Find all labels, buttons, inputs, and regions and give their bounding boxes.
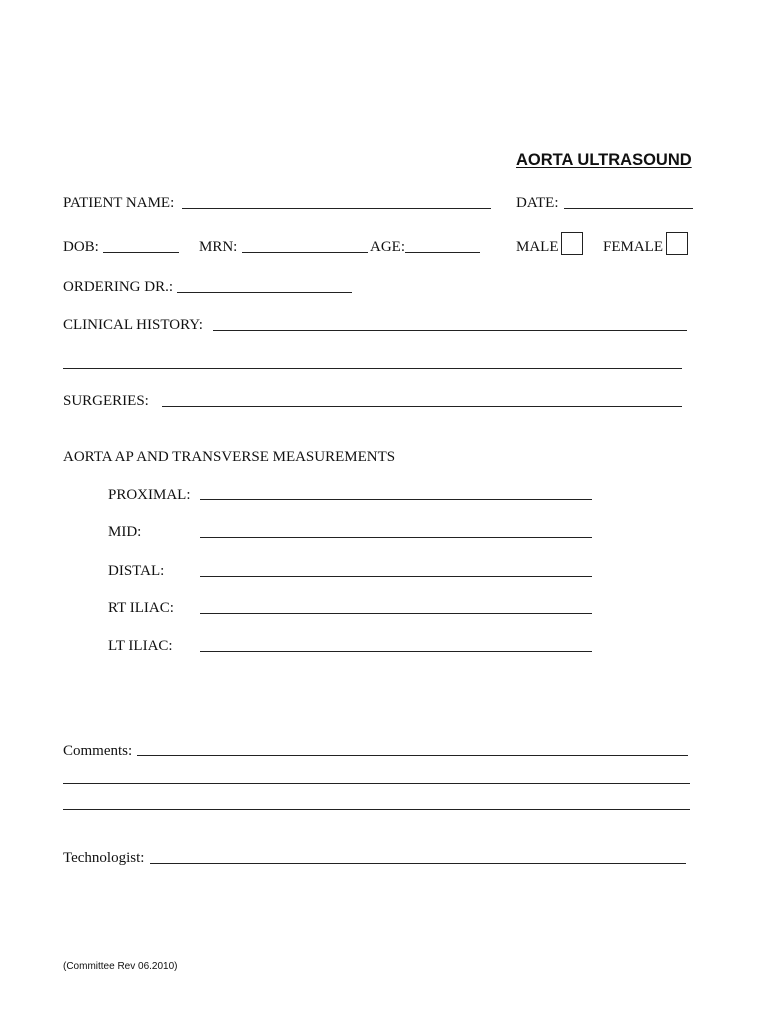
rt-iliac-field[interactable] — [200, 613, 592, 614]
female-checkbox[interactable] — [666, 232, 688, 255]
clinical-history-field[interactable] — [213, 330, 687, 331]
form-title: AORTA ULTRASOUND — [516, 151, 692, 169]
rt-iliac-label: RT ILIAC: — [108, 600, 174, 616]
revision-footer: (Committee Rev 06.2010) — [63, 961, 178, 972]
lt-iliac-field[interactable] — [200, 651, 592, 652]
date-label: DATE: — [516, 195, 559, 211]
surgeries-field[interactable] — [162, 406, 682, 407]
age-label: AGE: — [370, 239, 405, 255]
technologist-field[interactable] — [150, 863, 686, 864]
proximal-label: PROXIMAL: — [108, 487, 191, 503]
patient-name-field[interactable] — [182, 208, 491, 209]
date-field[interactable] — [564, 208, 693, 209]
ordering-dr-field[interactable] — [177, 292, 352, 293]
distal-label: DISTAL: — [108, 563, 165, 579]
age-field[interactable] — [405, 252, 480, 253]
patient-name-label: PATIENT NAME: — [63, 195, 175, 211]
clinical-history-field-line-2[interactable] — [63, 368, 682, 369]
mrn-label: MRN: — [199, 239, 238, 255]
comments-field-line-3[interactable] — [63, 809, 690, 810]
male-checkbox[interactable] — [561, 232, 583, 255]
comments-field[interactable] — [137, 755, 688, 756]
clinical-history-label: CLINICAL HISTORY: — [63, 317, 203, 333]
male-label: MALE — [516, 239, 559, 255]
female-label: FEMALE — [603, 239, 663, 255]
lt-iliac-label: LT ILIAC: — [108, 638, 173, 654]
distal-field[interactable] — [200, 576, 592, 577]
mid-field[interactable] — [200, 537, 592, 538]
comments-field-line-2[interactable] — [63, 783, 690, 784]
ordering-dr-label: ORDERING DR.: — [63, 279, 174, 295]
mid-label: MID: — [108, 524, 142, 540]
proximal-field[interactable] — [200, 499, 592, 500]
mrn-field[interactable] — [242, 252, 368, 253]
dob-field[interactable] — [103, 252, 179, 253]
comments-label: Comments: — [63, 743, 133, 759]
dob-label: DOB: — [63, 239, 99, 255]
surgeries-label: SURGERIES: — [63, 393, 149, 409]
measurements-heading: AORTA AP AND TRANSVERSE MEASUREMENTS — [63, 449, 396, 465]
technologist-label: Technologist: — [63, 850, 145, 866]
